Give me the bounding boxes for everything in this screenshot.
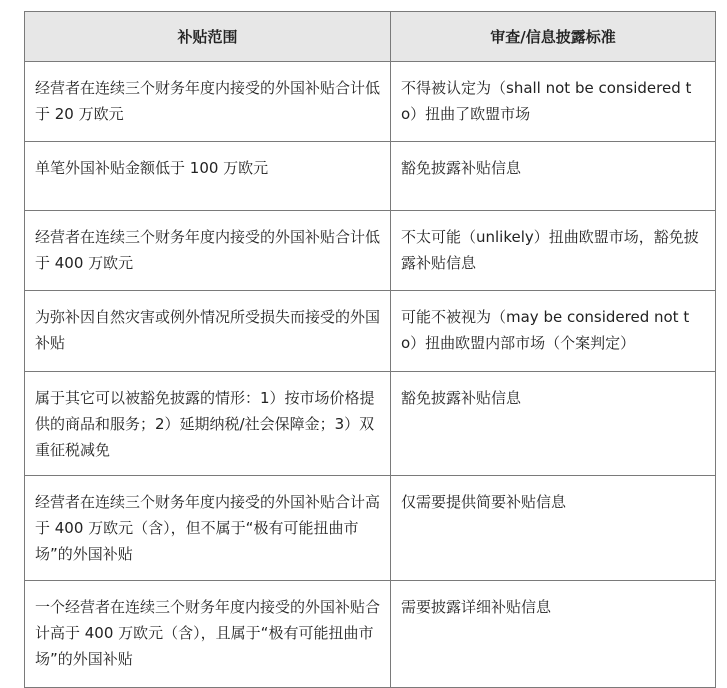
cell-review-standard: 仅需要提供简要补贴信息 xyxy=(391,476,716,581)
table-row xyxy=(25,211,716,291)
subsidy-table-container xyxy=(24,11,715,688)
cell-review-standard: 不太可能（unlikely）扭曲欧盟市场，豁免披露补贴信息 xyxy=(391,211,716,291)
cell-subsidy-scope: 经营者在连续三个财务年度内接受的外国补贴合计高于 400 万欧元（含），但不属于“极有可能扭曲市场”的外国补贴 xyxy=(25,476,391,581)
table-row xyxy=(25,372,716,476)
cell-review-standard: 豁免披露补贴信息 xyxy=(391,142,716,211)
header-subsidy-scope: 补贴范围 xyxy=(25,12,391,62)
cell-review-standard: 不得被认定为（shall not be considered to）扭曲了欧盟市场 xyxy=(391,62,716,142)
subsidy-disclosure-table xyxy=(24,11,716,688)
cell-review-standard: 豁免披露补贴信息 xyxy=(391,372,716,476)
table-row xyxy=(25,581,716,688)
table-row xyxy=(25,142,716,211)
cell-review-standard: 可能不被视为（may be considered not to）扭曲欧盟内部市场（个案判定） xyxy=(391,291,716,372)
cell-subsidy-scope: 一个经营者在连续三个财务年度内接受的外国补贴合计高于 400 万欧元（含），且属于“极有可能扭曲市场”的外国补贴 xyxy=(25,581,391,688)
table-row xyxy=(25,62,716,142)
table-row xyxy=(25,291,716,372)
table-header-row xyxy=(25,12,716,62)
cell-subsidy-scope: 经营者在连续三个财务年度内接受的外国补贴合计低于 400 万欧元 xyxy=(25,211,391,291)
cell-subsidy-scope: 为弥补因自然灾害或例外情况所受损失而接受的外国补贴 xyxy=(25,291,391,372)
table-row xyxy=(25,476,716,581)
cell-subsidy-scope: 经营者在连续三个财务年度内接受的外国补贴合计低于 20 万欧元 xyxy=(25,62,391,142)
cell-review-standard: 需要披露详细补贴信息 xyxy=(391,581,716,688)
cell-subsidy-scope: 单笔外国补贴金额低于 100 万欧元 xyxy=(25,142,391,211)
header-review-standard: 审查/信息披露标准 xyxy=(391,12,716,62)
cell-subsidy-scope: 属于其它可以被豁免披露的情形：1）按市场价格提供的商品和服务；2）延期纳税/社会保障金；3）双重征税减免 xyxy=(25,372,391,476)
